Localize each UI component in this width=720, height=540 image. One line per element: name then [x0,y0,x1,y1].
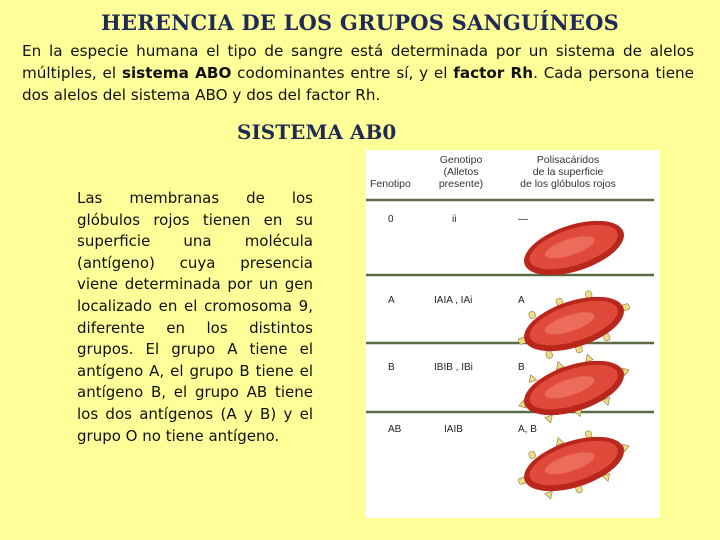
body-paragraph: Las membranas de los glóbulos rojos tienen en su superficie una molécula (antígeno) cuya presencia viene determinada por un gen localizado en el cromosoma 9, diferente en los distintos grupos. El grupo A tiene el antígeno A, el grupo B tiene el antígeno B, el grupo AB tiene los dos antígenos (A y B) y el grupo O no tiene antígeno. [77,189,313,445]
abo-figure [366,150,660,518]
row-antigen: A [518,295,525,306]
row-phenotype: 0 [388,214,394,225]
page-title: HERENCIA DE LOS GRUPOS SANGUÍNEOS [101,10,619,35]
header-polisacaridos-2: de la superficie [532,166,604,178]
row-phenotype: A [388,295,395,306]
header-genotipo-3: presente) [438,178,484,190]
section-subtitle: SISTEMA AB0 [237,120,397,144]
header-polisacaridos-1: Polisacáridos [536,154,600,166]
intro-paragraph [22,40,694,106]
intro-bold-rh: factor Rh [453,64,534,82]
intro-bold-abo: sistema ABO [121,64,232,82]
red-blood-cell-antigen-a [510,278,638,369]
red-blood-cell-antigen-b [510,342,639,434]
intro-text-1: En la especie humana el tipo de sangre está determinada por un sistema de alelos múltiples, el [22,42,694,82]
header-genotipo-2: (Alletos [443,166,479,178]
intro-text-2: codominantes entre sí, y el [231,64,454,82]
row-antigen: — [518,214,528,225]
row-genotype: IAIA , IAi [434,295,473,306]
header-genotipo-1: Genotipo [439,154,483,166]
row-genotype: ii [452,214,457,225]
row-phenotype: AB [388,424,402,435]
row-genotype: IAIB [444,424,463,435]
row-phenotype: B [388,362,395,373]
intro-text-3: . Cada persona tiene dos alelos del sistema ABO y dos del factor Rh. [22,64,695,104]
row-antigen: B [518,362,525,373]
abo-table-diagram [366,150,660,518]
header-fenotipo: Fenotipo [370,178,411,190]
row-antigen: A, B [518,424,537,435]
header-polisacaridos-3: de los glóbulos rojos [520,178,616,190]
row-genotype: IBIB , IBi [434,362,473,373]
